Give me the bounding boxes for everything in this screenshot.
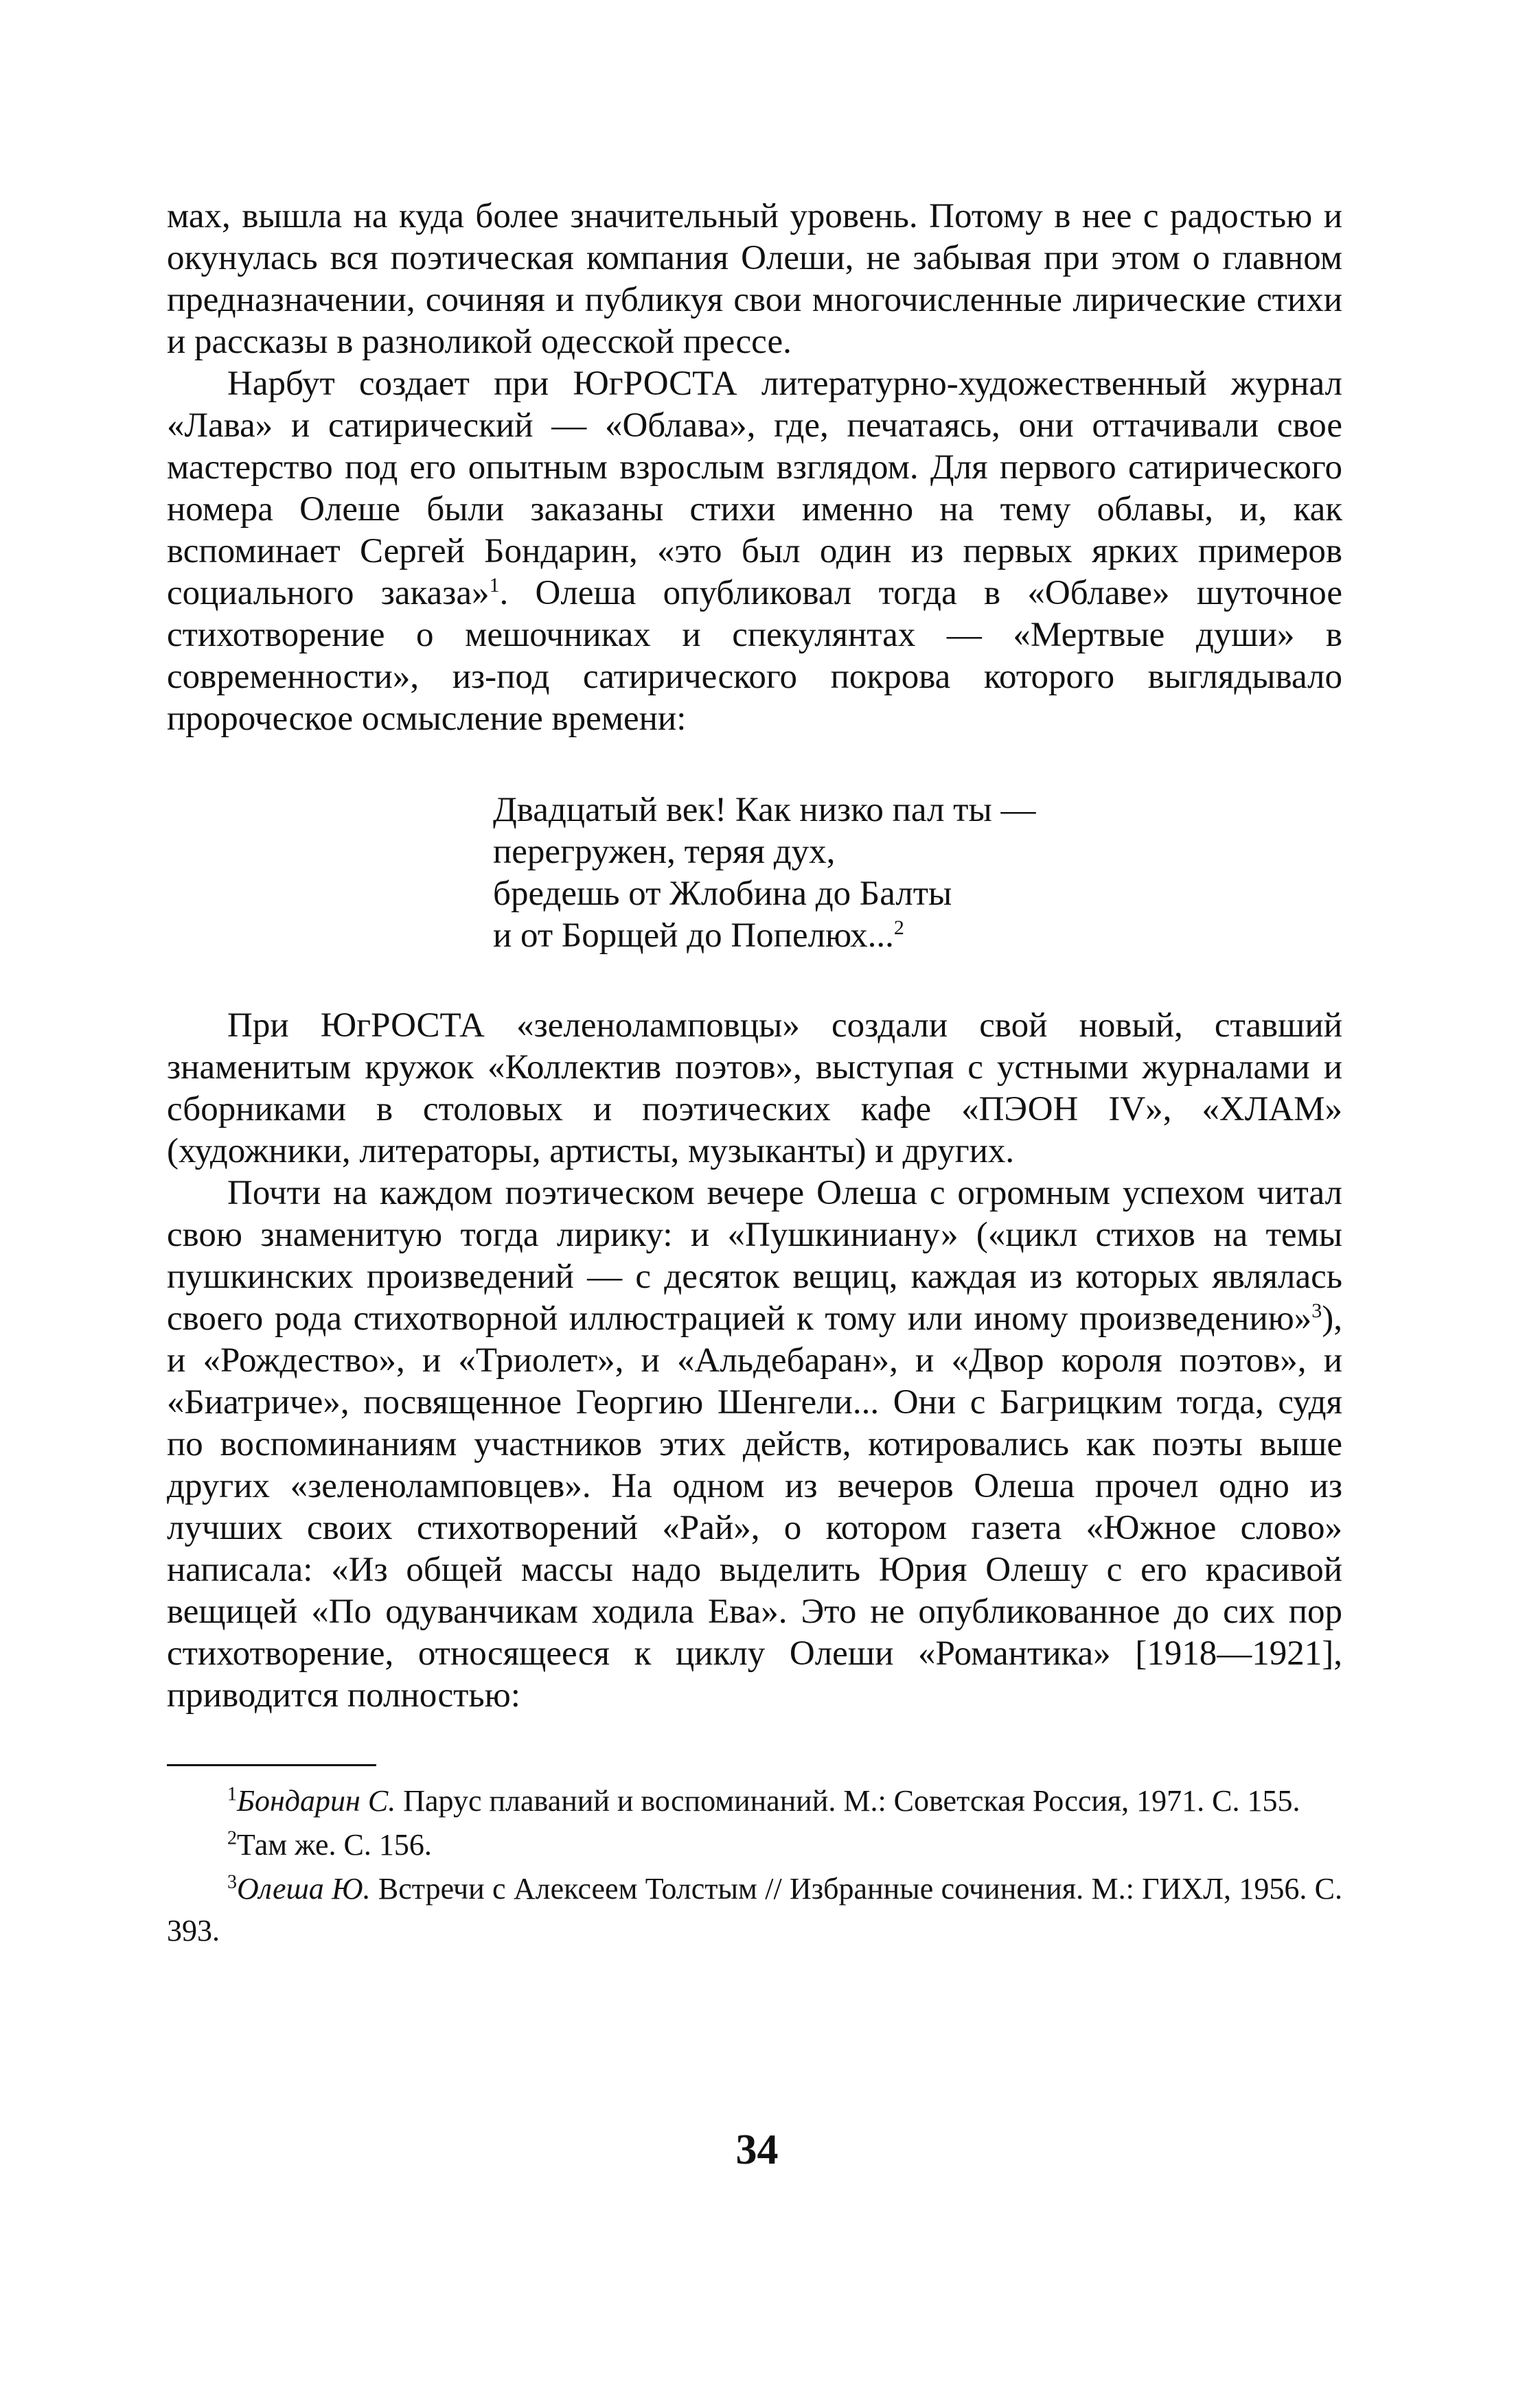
footnote-ref-1: 1 <box>489 574 500 597</box>
footnote-3 <box>167 1868 1342 1952</box>
footnote-2-number: 2 <box>227 1827 237 1849</box>
footnote-2 <box>167 1824 1342 1866</box>
paragraph-4-text-a: Почти на каждом поэтическом вечере Олеша с огромным успехом читал свою знаменитую тогда лирику: и «Пушкиниану» («цикл стихов на темы пушкинских произведений — с десяток вещиц, каждая из которых являлась своего рода стихотворной иллюстрацией к тому или иному произведению» <box>167 1174 1342 1338</box>
paragraph-2-text-b: Олеша опубликовал тогда в «Облаве» шуточное стихотворение о мешочниках и спекулянтах — «Мертвые души» в современности», из-под сатирического покрова которого выглядывало пророческое осмысление времени: <box>167 574 1343 738</box>
footnote-3-number: 3 <box>227 1871 237 1893</box>
paragraph-1-text: мах, вышла на куда более значительный уровень. Потому в нее с радостью и окунулась вся поэтическая компания Олеши, не забывая при этом о главном предназначении, сочиняя и публикуя свои многочисленные лирические стихи и рассказы в разноликой одесской прессе. <box>167 197 1342 361</box>
page-body <box>167 196 1342 1717</box>
verse-line-2: перегружен, теряя дух, <box>493 833 836 871</box>
verse-line-4-text: и от Борщей до Попелюх... <box>493 916 894 955</box>
page-number: 34 <box>735 2127 779 2173</box>
verse-block <box>167 789 1342 957</box>
footnote-1-author: Бондарин С. <box>237 1784 396 1818</box>
footnote-1-number: 1 <box>227 1783 237 1805</box>
footnote-divider <box>167 1764 376 1766</box>
footnotes <box>167 1780 1342 1954</box>
verse-line-3: бредешь от Жлобина до Балты <box>493 875 952 913</box>
paragraph-3-text: При ЮгРОСТА «зеленоламповцы» создали свой новый, ставший знаменитым кружок «Коллектив поэтов», выступая с устными журналами и сборниками в столовых и поэтических кафе «ПЭОН IV», «ХЛАМ» (художники, литераторы, артисты, музыканты) и других. <box>167 1006 1342 1170</box>
paragraph-4-text-b: ), и «Рождество», и «Триолет», и «Альдебаран», и «Двор короля поэтов», и «Биатриче», посвященное Георгию Шенгели... Они с Багрицким тогда, судя по воспоминаниям участников этих действ, котировались как поэты выше других «зеленоламповцев». На одном из вечеров Олеша прочел одно из лучших своих стихотворений «Рай», о котором газета «Южное слово» написала: «Из общей массы надо выделить Юрия Олешу с его красивой вещицей «По одуванчикам ходила Ева». Это не опубликованное до сих пор стихотворение, относящееся к циклу Олеши «Романтика» [1918—1921], приводится полностью: <box>167 1299 1342 1715</box>
footnote-ref-2: 2 <box>893 916 904 939</box>
paragraph-2-text-a: Нарбут создает при ЮгРОСТА литературно-художественный журнал «Лава» и сатирический — «Облава», где, печатаясь, они оттачивали свое мастерство под его опытным взрослым взглядом. Для первого сатирического номера Олеше были заказаны стихи именно на тему облавы, и, как вспоминает Сергей Бондарин, «это был один из первых ярких примеров социального заказа» <box>167 364 1342 612</box>
verse-line-4 <box>493 915 1342 957</box>
paragraph-3 <box>167 1005 1342 1172</box>
footnote-3-author: Олеша Ю. <box>237 1872 371 1906</box>
footnote-1-text: Парус плаваний и воспоминаний. М.: Советская Россия, 1971. С. 155. <box>395 1784 1300 1818</box>
verse-line-1: Двадцатый век! Как низко пал ты — <box>493 791 1036 829</box>
footnote-1 <box>167 1780 1342 1822</box>
footnote-ref-3: 3 <box>1311 1299 1322 1322</box>
paragraph-1 <box>167 196 1342 363</box>
footnote-3-text: Встречи с Алексеем Толстым // Избранные сочинения. М.: ГИХЛ, 1956. С. 393. <box>167 1872 1343 1947</box>
footnote-2-text: Там же. С. 156. <box>237 1828 432 1862</box>
paragraph-4 <box>167 1172 1342 1717</box>
paragraph-2: Нарбут создает при ЮгРОСТА литературно-художественный журнал «Лава» и сатирический — «Облава», где, печатаясь, они оттачивали свое мастерство под его опытным взрослым взглядом. Для первого сатирического номера Олеше были заказаны стихи именно на тему облавы, и, как вспоминает Сергей Бондарин, «это был один из первых ярких примеров социального заказа»$^1$. Олеша опубликовал тогда в «Облаве» шуточное стихотворение о мешочниках и спекулянтах — «Мертвые души» в современности», из-под сатирического покрова которого выглядывало пророческое осмысление времени: <box>167 364 1343 738</box>
